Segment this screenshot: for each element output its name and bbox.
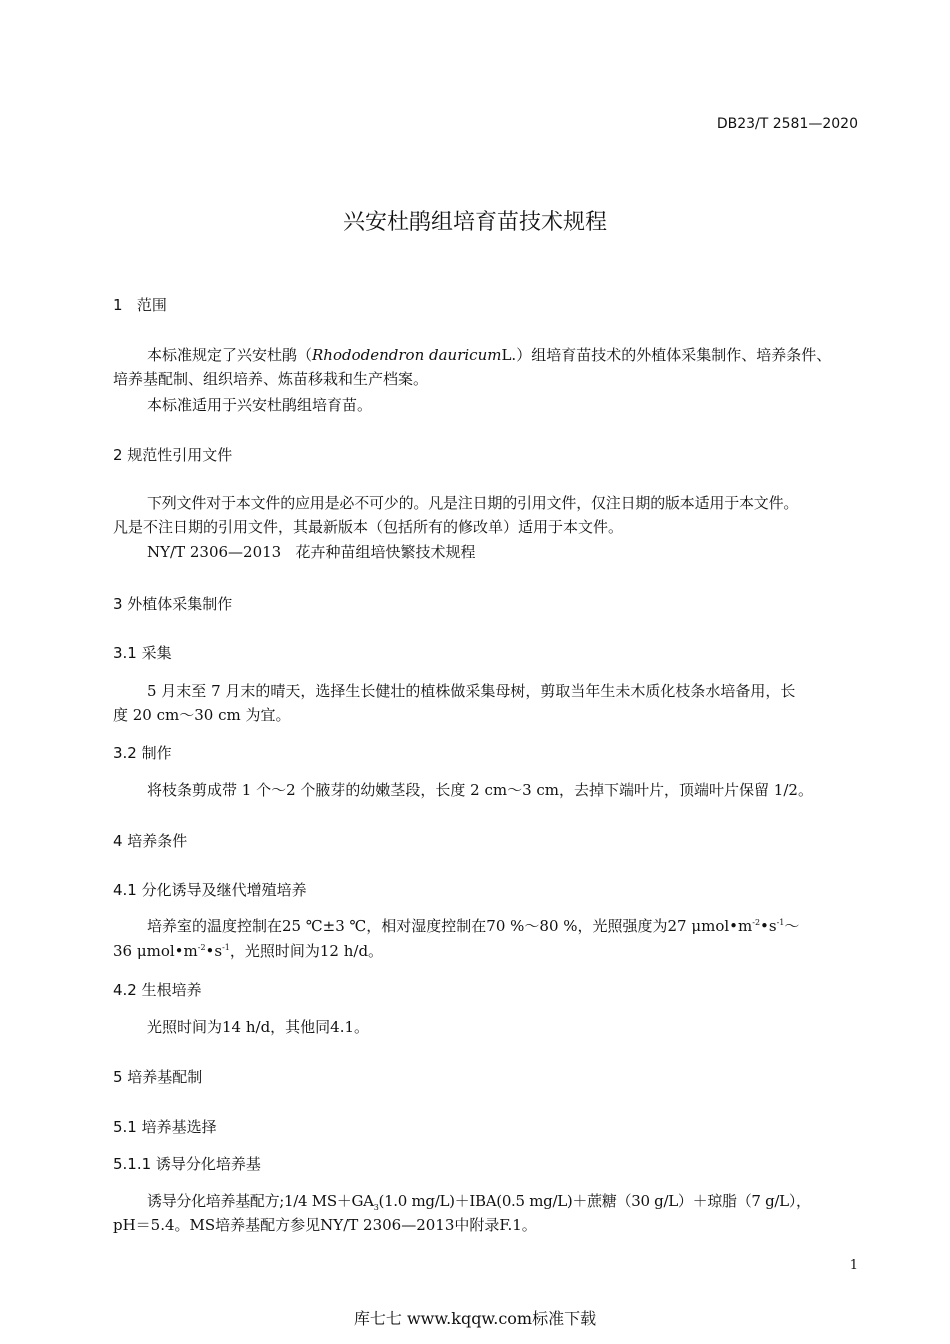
normative-reference: NY/T 2306—2013 花卉种苗组培快繁技术规程 (147, 543, 476, 561)
section-3-1-line-2: 度 20 cm～30 cm 为宜。 (113, 706, 291, 724)
section-3-1-heading: 3.1 采集 (113, 644, 172, 662)
latin-name: Rhododendron dauricum (312, 346, 502, 364)
section-3-1-line-1: 5 月末至 7 月末的晴天，选择生长健壮的植株做采集母树，剪取当年生未木质化枝条水培备用，长 (147, 682, 796, 700)
page-number: 1 (849, 1258, 858, 1273)
section-4-heading: 4 培养条件 (113, 832, 188, 850)
section-4-1-line-2: 36 $\mu mol•m^{-2}•s^{-1}$，光照时间为12 h/d。 (113, 942, 384, 960)
section-4-1-heading: 4.1 分化诱导及继代增殖培养 (113, 881, 307, 899)
section-5-1-1-line-1: 诱导分化培养基配方;1/4 $MS+GA_3(1.0$ mg/L)＋IBA(0.5 mg/L)＋蔗糖（30 g/L）＋琼脂（7 g/L）， (147, 1192, 811, 1212)
section-5-heading: 5 培养基配制 (113, 1068, 203, 1086)
footer-watermark: 库七七 www.kqqw.com标准下载 (353, 1309, 597, 1328)
section-1-paragraph-1: 本标准规定了兴安杜鹃（Rhododendron dauricumL.）组培育苗技术的外植体采集制作、培养条件、 (147, 346, 832, 364)
section-3-2-line-1: 将枝条剪成带 1 个～2 个腋芽的幼嫩茎段，长度 2 cm～3 cm，去掉下端叶片，顶端叶片保留 1/2。 (147, 781, 813, 799)
section-2-paragraph-line-1: 下列文件对于本文件的应用是必不可少的。凡是注日期的引用文件，仅注日期的版本适用于本文件。 (147, 494, 799, 512)
section-3-2-heading: 3.2 制作 (113, 744, 172, 762)
section-1-paragraph-2: 本标准适用于兴安杜鹃组培育苗。 (147, 396, 373, 414)
section-2-heading: 2 规范性引用文件 (113, 446, 233, 464)
section-5-1-1-heading: 5.1.1 诱导分化培养基 (113, 1155, 261, 1173)
section-3-heading: 3 外植体采集制作 (113, 595, 233, 613)
standard-code: DB23/T 2581—2020 (716, 116, 858, 132)
section-4-2-line-1: 光照时间为14 h/d，其他同4.1。 (147, 1018, 370, 1036)
section-1-heading: 1 范围 (113, 296, 167, 314)
section-2-paragraph-line-2: 凡是不注日期的引用文件，其最新版本（包括所有的修改单）适用于本文件。 (113, 518, 624, 536)
section-5-1-heading: 5.1 培养基选择 (113, 1118, 217, 1136)
section-4-2-heading: 4.2 生根培养 (113, 981, 202, 999)
section-1-paragraph-1-line-2: 培养基配制、组织培养、炼苗移栽和生产档案。 (113, 370, 429, 388)
section-5-1-1-line-2: pH＝5.4。MS培养基配方参见NY/T 2306—2013中附录F.1。 (113, 1216, 537, 1234)
section-4-1-line-1: 培养室的温度控制在25 ℃±3 ℃，相对湿度控制在70 %～80 %，光照强度为27 $\mu mol•m^{-2}•s^{-1}\sim$ (147, 917, 800, 935)
document-title: 兴安杜鹃组培育苗技术规程 (342, 210, 607, 235)
